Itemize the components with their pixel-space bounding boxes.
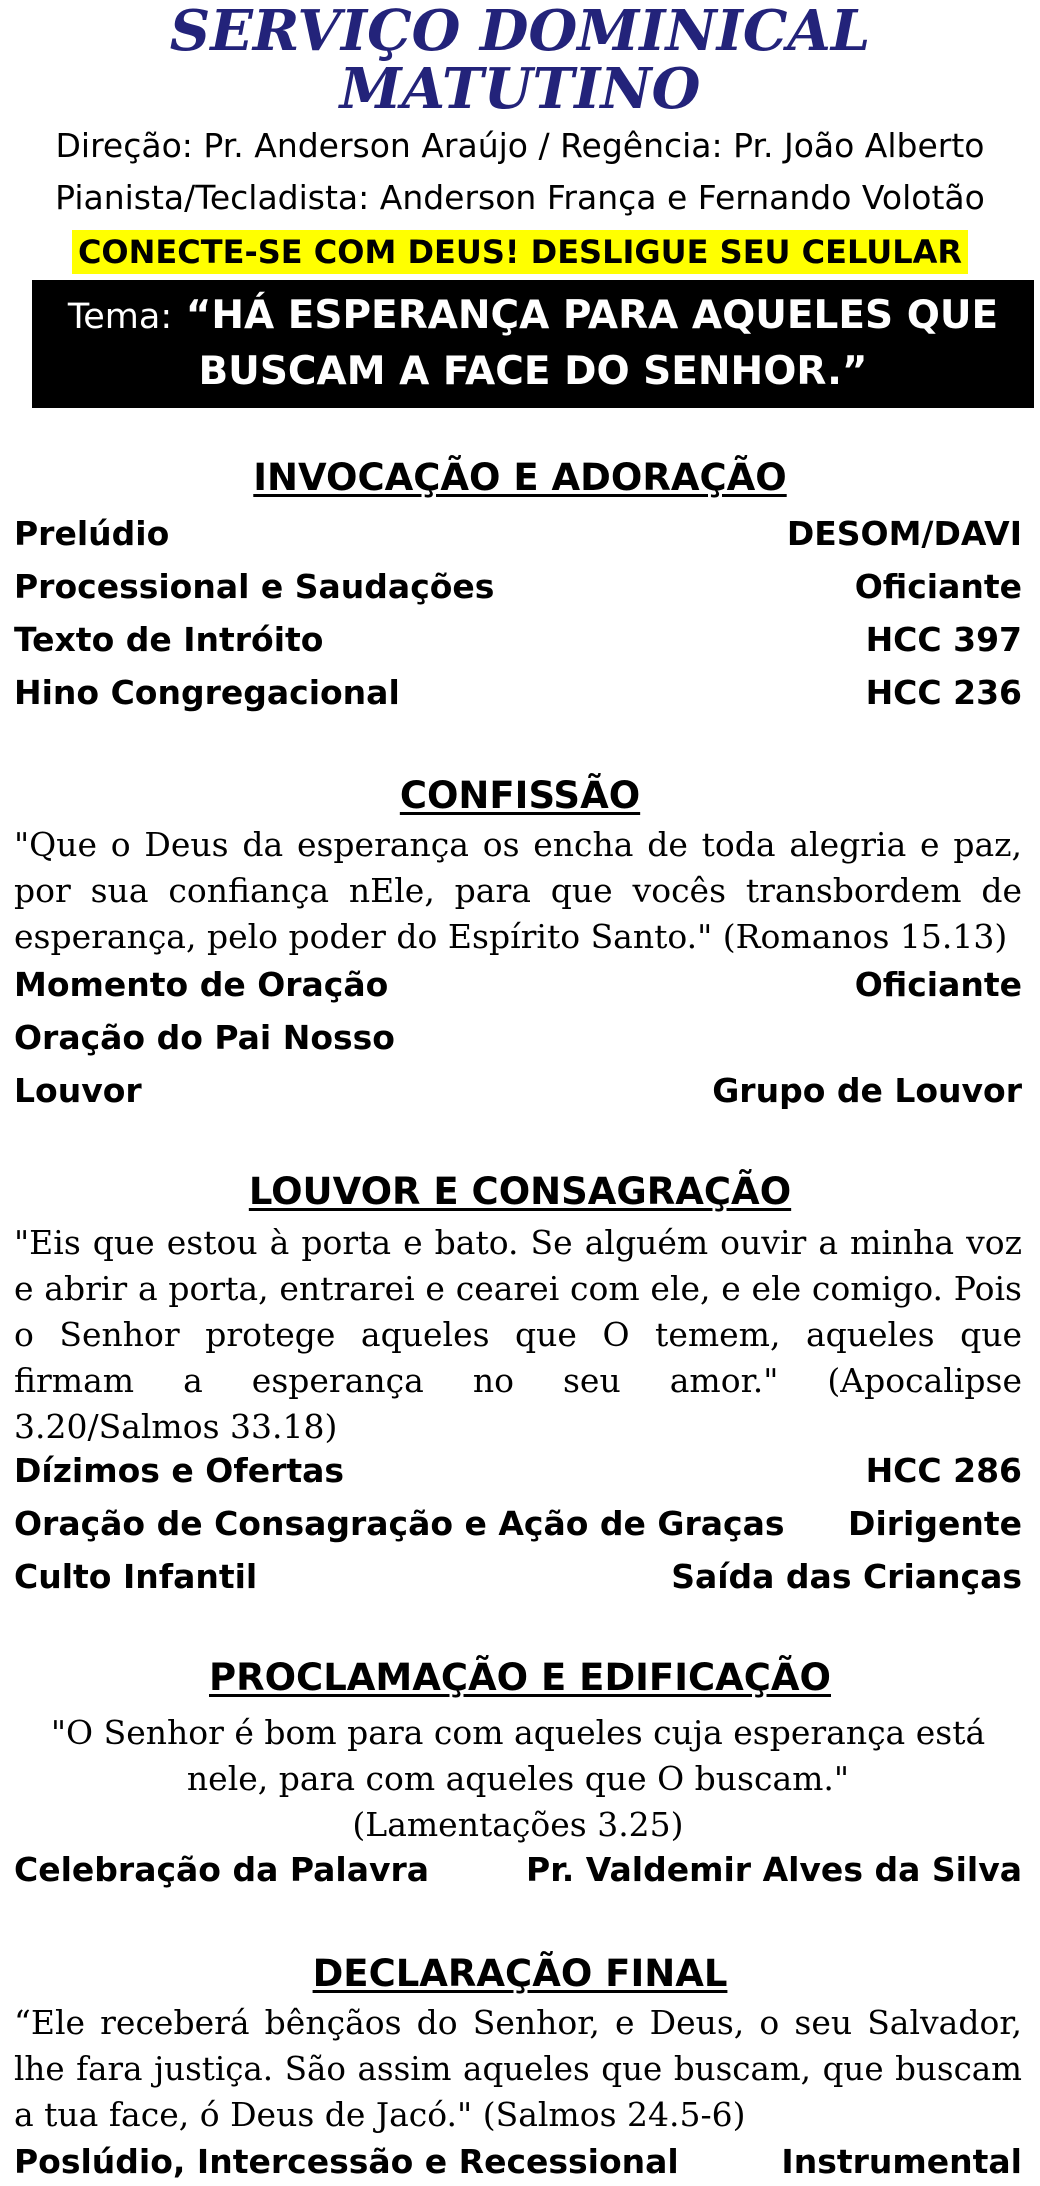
quote-line: "Que o Deus da esperança os encha de toda alegria e paz, (14, 825, 1022, 864)
section-heading-text: DECLARAÇÃO FINAL (312, 1952, 728, 1995)
row-value: HCC 286 (865, 1451, 1022, 1490)
row-value: Oficiante (854, 567, 1022, 606)
row-label: Oração de Consagração e Ação de Graças (14, 1504, 785, 1543)
row-label: Hino Congregacional (14, 673, 400, 712)
quote-line: “Ele receberá bênçãos do Senhor, e Deus, o seu Salvador, (14, 2003, 1022, 2042)
row-label: Culto Infantil (14, 1557, 258, 1596)
row-label: Poslúdio, Intercessão e Recessional (14, 2142, 679, 2181)
program-row (14, 1447, 1022, 1495)
quote-line: "O Senhor é bom para com aqueles cuja esperança está (50, 1713, 986, 1752)
program-row (14, 1014, 1022, 1062)
row-value: Instrumental (781, 2142, 1022, 2181)
program-row (14, 1500, 1022, 1548)
row-value: HCC 397 (865, 620, 1022, 659)
row-label: Processional e Saudações (14, 567, 495, 606)
section-heading-invocacao (0, 454, 1040, 502)
row-value: Grupo de Louvor (712, 1071, 1022, 1110)
title-line-2: MATUTINO (339, 56, 701, 122)
row-label: Louvor (14, 1071, 142, 1110)
scripture-quote (14, 822, 1022, 960)
row-label: Dízimos e Ofertas (14, 1451, 345, 1490)
row-value: Pr. Valdemir Alves da Silva (526, 1850, 1022, 1889)
section-heading-text: PROCLAMAÇÃO E EDIFICAÇÃO (209, 1656, 831, 1699)
theme-line-1 (32, 288, 1034, 345)
row-label: Oração do Pai Nosso (14, 1018, 395, 1057)
row-value: Oficiante (854, 965, 1022, 1004)
quote-line: o Senhor protege aqueles que O temem, aqueles que (14, 1315, 1022, 1354)
quote-line: e abrir a porta, entrarei e cearei com ele, e ele comigo. Pois (14, 1269, 1022, 1308)
program-row (14, 961, 1022, 1009)
theme-line-2: BUSCAM A FACE DO SENHOR.” (198, 349, 868, 394)
scripture-quote (14, 2000, 1022, 2138)
program-row (14, 510, 1022, 558)
row-value: HCC 236 (865, 673, 1022, 712)
theme-banner (32, 280, 1034, 408)
section-heading-text: CONFISSÃO (399, 774, 641, 817)
direction-credit: Direção: Pr. Anderson Araújo / Regência: Pr. João Alberto (55, 126, 985, 165)
section-heading-confissao (0, 772, 1040, 820)
quote-line: por sua confiança nEle, para que vocês transbordem de (14, 871, 1022, 910)
row-value: Dirigente (848, 1504, 1022, 1543)
title-line-1: SERVIÇO DOMINICAL (169, 0, 871, 64)
quote-line: a tua face, ó Deus de Jacó." (Salmos 24.5-6) (14, 2095, 746, 2134)
section-heading-proclamacao (0, 1654, 1040, 1702)
theme-text-1: “HÁ ESPERANÇA PARA AQUELES QUE (185, 293, 999, 338)
theme-label: Tema: (67, 297, 173, 337)
program-row (14, 1553, 1022, 1601)
quote-line: 3.20/Salmos 33.18) (14, 1407, 338, 1446)
row-label: Momento de Oração (14, 965, 389, 1004)
row-label: Texto de Intróito (14, 620, 324, 659)
musicians-credit: Pianista/Tecladista: Anderson França e Fernando Volotão (55, 178, 985, 217)
phone-notice: CONECTE-SE COM DEUS! DESLIGUE SEU CELULAR (72, 230, 968, 274)
section-heading-text: LOUVOR E CONSAGRAÇÃO (248, 1170, 792, 1213)
program-row (14, 2138, 1022, 2182)
row-value: Saída das Crianças (671, 1557, 1022, 1596)
notice-wrap (0, 230, 1040, 274)
program-row (14, 1846, 1022, 1894)
quote-line: (Lamentações 3.25) (352, 1805, 684, 1844)
row-label: Prelúdio (14, 514, 170, 553)
row-value: DESOM/DAVI (786, 514, 1022, 553)
section-heading-text: INVOCAÇÃO E ADORAÇÃO (253, 456, 787, 499)
scripture-quote (14, 1710, 1022, 1848)
quote-line: esperança, pelo poder do Espírito Santo." (Romanos 15.13) (14, 917, 1008, 956)
program-row (14, 563, 1022, 611)
program-row (14, 616, 1022, 664)
section-heading-louvor (0, 1168, 1040, 1216)
section-heading-declaracao (0, 1950, 1040, 1998)
quote-line: nele, para com aqueles que O buscam." (186, 1759, 850, 1798)
quote-line: "Eis que estou à porta e bato. Se alguém ouvir a minha voz (14, 1223, 1022, 1262)
program-row (14, 669, 1022, 717)
quote-line: lhe fara justiça. São assim aqueles que buscam, que buscam (14, 2050, 1022, 2088)
scripture-quote (14, 1220, 1022, 1450)
program-row (14, 1067, 1022, 1115)
row-label: Celebração da Palavra (14, 1850, 430, 1889)
quote-line: firmam a esperança no seu amor." (Apocalipse (14, 1361, 1022, 1400)
